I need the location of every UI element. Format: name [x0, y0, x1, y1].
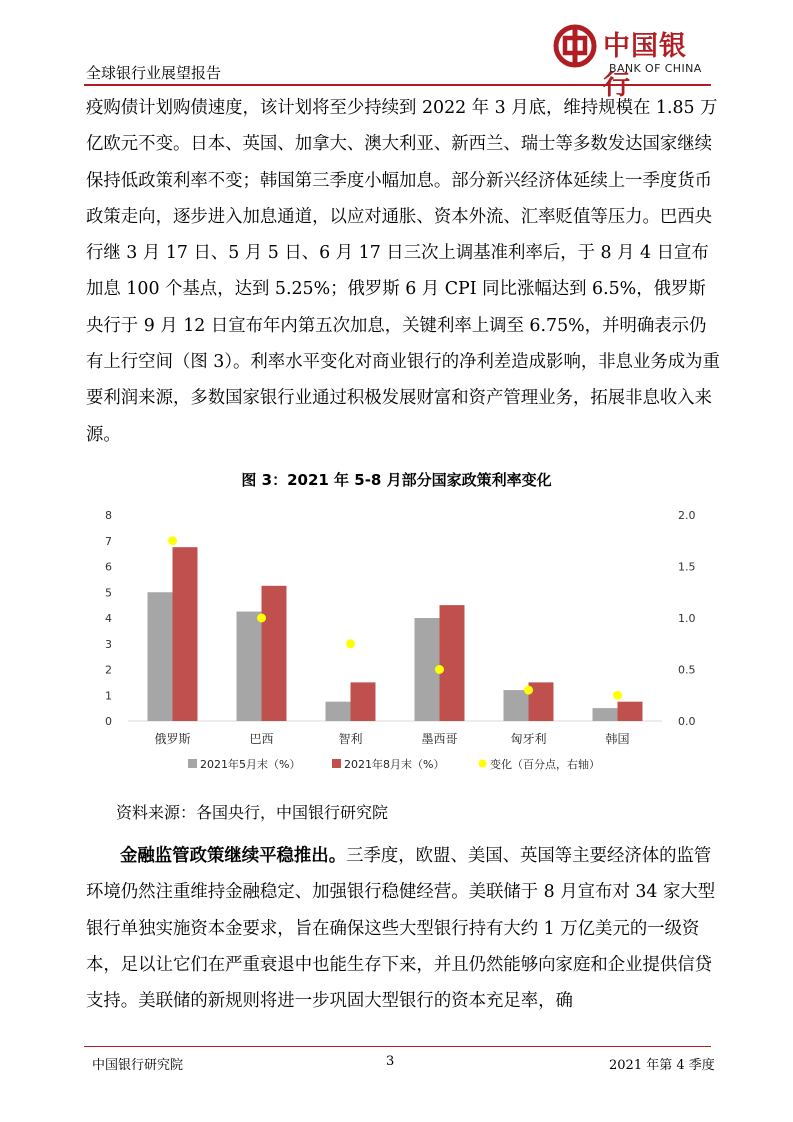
y2-tick-label: 1.0 [678, 612, 696, 625]
y-tick-label: 4 [105, 612, 112, 625]
bar-may [326, 702, 351, 721]
legend-swatch [188, 759, 197, 768]
category-label: 墨西哥 [421, 732, 458, 746]
legend-label: 2021年8月末（%） [344, 758, 445, 771]
bank-of-china-logo-icon [553, 24, 597, 68]
y-tick-label: 8 [105, 509, 112, 522]
change-point [257, 614, 266, 623]
body-paragraph-1 [86, 90, 720, 453]
footer-institute: 中国银行研究院 [92, 1058, 184, 1073]
change-point [435, 665, 444, 674]
paragraph-lead: 金融监管政策继续平稳推出。 [120, 846, 347, 866]
category-label: 韩国 [605, 732, 630, 746]
logo-chinese-name: 中国银行 [603, 31, 687, 101]
y-tick-label: 3 [105, 637, 112, 651]
legend-swatch [479, 760, 487, 768]
bar-aug [440, 605, 465, 721]
bar-may [237, 612, 262, 721]
category-label: 匈牙利 [510, 732, 547, 746]
paragraph-text [86, 838, 720, 1019]
y2-tick-label: 1.5 [678, 560, 696, 574]
bar-may [504, 690, 529, 721]
category-label: 俄罗斯 [154, 732, 191, 746]
change-point [168, 536, 177, 545]
y2-tick-label: 0.5 [678, 663, 696, 677]
bar-aug [173, 547, 198, 721]
category-label: 巴西 [249, 732, 274, 746]
body-paragraph-2 [86, 838, 720, 1019]
y2-tick-label: 0.0 [678, 715, 696, 728]
change-point [346, 639, 355, 648]
paragraph-body: 三季度，欧盟、美国、英国等主要经济体的监管环境仍然注重维持金融稳定、加强银行稳健经营。美联储于 8 月宣布对 34 家大型银行单独实施资本金要求，旨在确保这些大型银行持有大约 1 万亿美元的一级资本，足以让它们在严重衰退中也能生存下来，并且仍然能够向家庭和企业提供信贷支持。美联储的新规则将进一步巩固大型银行的资本充足率，确 [86, 846, 716, 1012]
footer-divider [84, 1046, 711, 1047]
change-point [524, 686, 533, 695]
y-tick-label: 7 [105, 534, 112, 548]
y-tick-label: 0 [105, 715, 112, 728]
report-title: 全球银行业展望报告 [86, 64, 222, 82]
footer-quarter: 2021 年第 4 季度 [609, 1058, 715, 1073]
header-divider [84, 84, 711, 86]
bar-may [593, 708, 618, 721]
legend-swatch [332, 759, 341, 768]
legend-label: 2021年5月末（%） [200, 758, 301, 771]
paragraph-text: 疫购债计划购债速度，该计划将至少持续到 2022 年 3 月底，维持规模在 1.85 万亿欧元不变。日本、英国、加拿大、澳大利亚、新西兰、瑞士等多数发达国家继续保持低政策利率不变；韩国第三季度小幅加息。部分新兴经济体延续上一季度货币政策走向，逐步进入加息通道，以应对通胀、资本外流、汇率贬值等压力。巴西央行继 3 月 17 日、5 月 5 日、6 月 17 日三次上调基准利率后，于 8 月 4 日宣布加息 100 个基点，达到 5.25%；俄罗斯 6 月 CPI 同比涨幅达到 6.5%，俄罗斯央行于 9 月 12 日宣布年内第五次加息，关键利率上调至 6.75%，并明确表示仍有上行空间（图 3）。利率水平变化对商业银行的净利差造成影响，非息业务成为重要利润来源，多数国家银行业通过积极发展财富和资产管理业务，拓展非息收入来源。 [86, 98, 720, 445]
y-tick-label: 6 [105, 560, 112, 574]
bar-may [148, 592, 173, 721]
bar-aug [351, 682, 376, 721]
page-number: 3 [386, 1054, 395, 1069]
legend-label: 变化（百分点，右轴） [490, 758, 600, 771]
y-tick-label: 5 [105, 586, 112, 600]
figure-title: 图 3：2021 年 5-8 月部分国家政策利率变化 [241, 471, 552, 489]
y2-tick-label: 2.0 [678, 509, 696, 522]
policy-rate-chart [90, 500, 710, 790]
figure-source: 资料来源：各国央行，中国银行研究院 [116, 803, 389, 822]
y-tick-label: 2 [105, 663, 112, 677]
category-label: 智利 [338, 732, 363, 746]
change-point [613, 691, 622, 700]
bank-logo [553, 22, 713, 101]
bar-aug [262, 586, 287, 721]
logo-english-name: BANK OF CHINA [609, 62, 702, 75]
y-tick-label: 1 [105, 689, 112, 703]
bar-aug [618, 702, 643, 721]
